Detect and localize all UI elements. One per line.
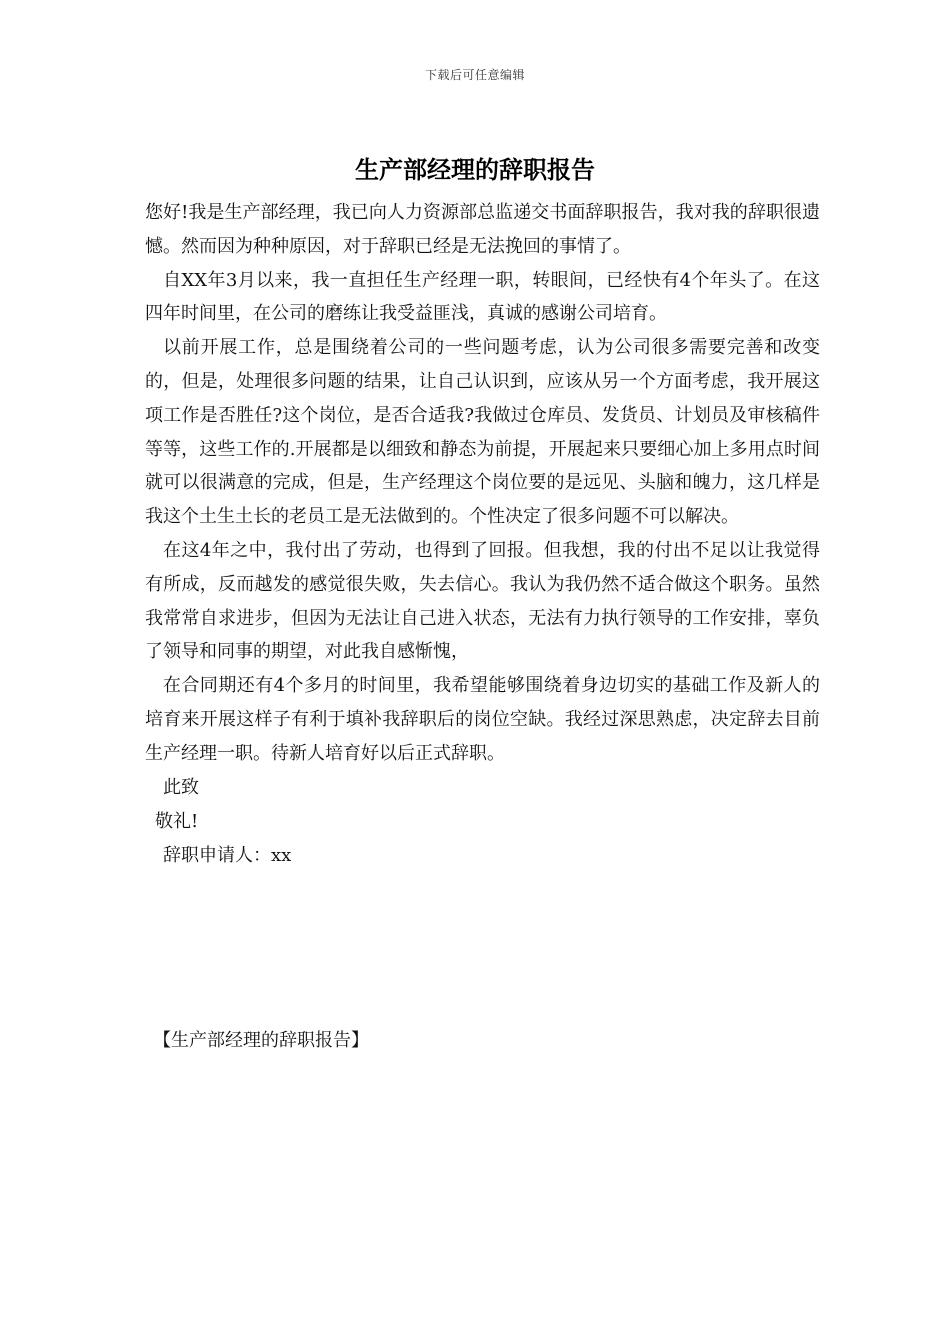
signature-line: 辞职申请人：xx xyxy=(163,844,292,866)
paragraph-greeting: 您好!我是生产部经理，我已向人力资源部总监递交书面辞职报告，我对我的辞职很遗憾。然而因为种种原因，对于辞职已经是无法挽回的事情了。 xyxy=(145,202,820,257)
footer-reference: 【生产部经理的辞职报告】 xyxy=(153,1030,369,1051)
paragraph-self-assessment: 在这4年之中，我付出了劳动，也得到了回报。但我想，我的付出不足以让我觉得有所成，反而越发的感觉很失败，失去信心。我认为我仍然不适合做这个职务。虽然我常常自求进步，但因为无法让自己进入状态，无法有力执行领导的工作安排，辜负了领导和同事的期望，对此我自感惭愧， xyxy=(145,539,820,663)
closing-salutation: 此致 xyxy=(163,777,199,798)
paragraph-reflection: 以前开展工作，总是围绕着公司的一些问题考虑，认为公司很多需要完善和改变的，但是，处理很多问题的结果，让自己认识到，应该从另一个方面考虑，我开展这项工作是否胜任?这个岗位，是否合适我?我做过仓库员、发货员、计划员及审核稿件等等，这些工作的.开展都是以细致和静态为前提，开展起来只要细心加上多用点时间就可以很满意的完成，但是，生产经理这个岗位要的是远见、头脑和魄力，这几样是我这个土生土长的老员工是无法做到的。个性决定了很多问题不可以解决。 xyxy=(145,337,820,528)
document-body xyxy=(145,196,820,771)
header-note: 下载后可任意编辑 xyxy=(424,68,525,82)
closing-block xyxy=(145,771,745,872)
paragraph-tenure: 自XX年3月以来，我一直担任生产经理一职，转眼间，已经快有4个年头了。在这四年时间里，在公司的磨练让我受益匪浅，真诚的感谢公司培育。 xyxy=(145,269,820,325)
document-title: 生产部经理的辞职报告 xyxy=(355,155,595,184)
closing-regards: 敬礼! xyxy=(155,810,199,832)
paragraph-handover: 在合同期还有4个多月的时间里，我希望能够围绕着身边切实的基础工作及新人的培育来开展这样子有利于填补我辞职后的岗位空缺。我经过深思熟虑，决定辞去目前生产经理一职。待新人培育好以后正式辞职。 xyxy=(145,675,820,764)
